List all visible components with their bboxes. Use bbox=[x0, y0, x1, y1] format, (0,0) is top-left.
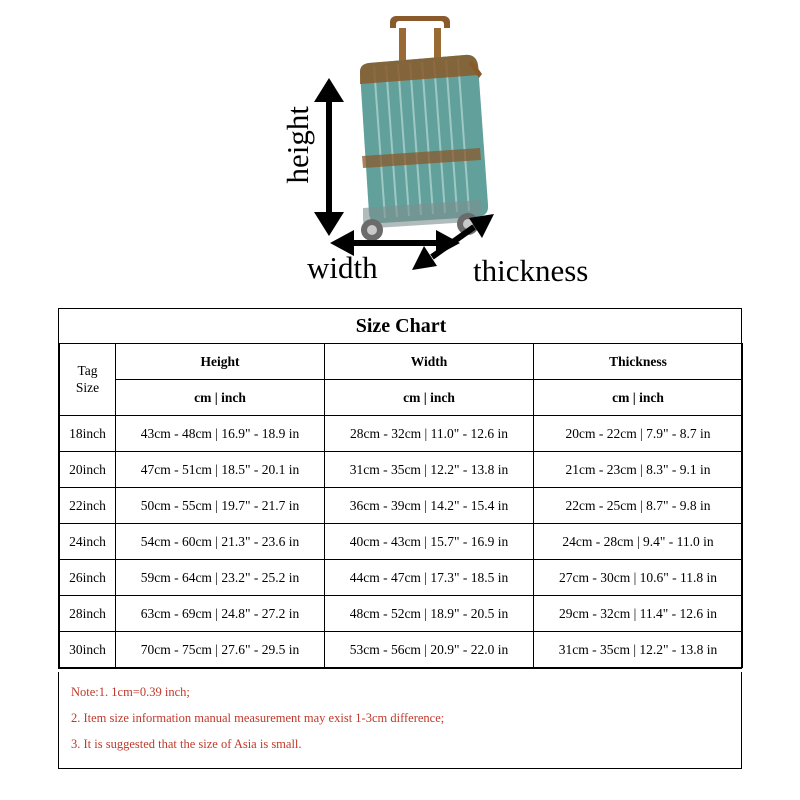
row-width: 48cm - 52cm | 18.9" - 20.5 in bbox=[325, 596, 534, 632]
note-item: 2. Item size information manual measurement may exist 1-3cm difference; bbox=[71, 711, 445, 725]
notes-section bbox=[58, 672, 742, 769]
row-thickness: 20cm - 22cm | 7.9" - 8.7 in bbox=[534, 416, 743, 452]
page-title: Size Chart bbox=[60, 309, 743, 344]
row-tag: 24inch bbox=[60, 524, 116, 560]
row-thickness: 29cm - 32cm | 11.4" - 12.6 in bbox=[534, 596, 743, 632]
unit-height: cm | inch bbox=[116, 380, 325, 416]
table-row bbox=[60, 416, 743, 452]
row-tag: 20inch bbox=[60, 452, 116, 488]
row-tag: 30inch bbox=[60, 632, 116, 668]
row-thickness: 31cm - 35cm | 12.2" - 13.8 in bbox=[534, 632, 743, 668]
size-label: Size bbox=[75, 379, 100, 395]
label-width: width bbox=[307, 250, 378, 285]
row-width: 31cm - 35cm | 12.2" - 13.8 in bbox=[325, 452, 534, 488]
row-height: 43cm - 48cm | 16.9" - 18.9 in bbox=[116, 416, 325, 452]
row-height: 47cm - 51cm | 18.5" - 20.1 in bbox=[116, 452, 325, 488]
row-width: 28cm - 32cm | 11.0" - 12.6 in bbox=[325, 416, 534, 452]
tag-size-header bbox=[60, 344, 116, 416]
tag-label: Tag bbox=[77, 363, 98, 379]
row-thickness: 21cm - 23cm | 8.3" - 9.1 in bbox=[534, 452, 743, 488]
row-tag: 26inch bbox=[60, 560, 116, 596]
table-unit-row bbox=[60, 380, 743, 416]
table-title-row bbox=[60, 309, 743, 344]
row-thickness: 22cm - 25cm | 8.7" - 9.8 in bbox=[534, 488, 743, 524]
row-width: 44cm - 47cm | 17.3" - 18.5 in bbox=[325, 560, 534, 596]
product-illustration bbox=[0, 0, 800, 300]
table-row bbox=[60, 560, 743, 596]
row-height: 59cm - 64cm | 23.2" - 25.2 in bbox=[116, 560, 325, 596]
note-item: 3. It is suggested that the size of Asia is small. bbox=[71, 737, 302, 751]
row-thickness: 24cm - 28cm | 9.4" - 11.0 in bbox=[534, 524, 743, 560]
row-thickness: 27cm - 30cm | 10.6" - 11.8 in bbox=[534, 560, 743, 596]
row-height: 50cm - 55cm | 19.7" - 21.7 in bbox=[116, 488, 325, 524]
row-width: 40cm - 43cm | 15.7" - 16.9 in bbox=[325, 524, 534, 560]
table-row bbox=[60, 632, 743, 668]
row-tag: 18inch bbox=[60, 416, 116, 452]
table-row bbox=[60, 596, 743, 632]
unit-thickness: cm | inch bbox=[534, 380, 743, 416]
table-row bbox=[60, 452, 743, 488]
height-dimension-arrow bbox=[312, 78, 346, 236]
row-tag: 22inch bbox=[60, 488, 116, 524]
unit-width: cm | inch bbox=[325, 380, 534, 416]
column-header-width: Width bbox=[325, 344, 534, 380]
row-height: 54cm - 60cm | 21.3" - 23.6 in bbox=[116, 524, 325, 560]
row-height: 63cm - 69cm | 24.8" - 27.2 in bbox=[116, 596, 325, 632]
suitcase-body bbox=[360, 55, 488, 228]
row-width: 36cm - 39cm | 14.2" - 15.4 in bbox=[325, 488, 534, 524]
size-chart-box bbox=[58, 308, 742, 669]
row-width: 53cm - 56cm | 20.9" - 22.0 in bbox=[325, 632, 534, 668]
label-height: height bbox=[280, 106, 315, 184]
label-thickness: thickness bbox=[473, 253, 589, 288]
row-tag: 28inch bbox=[60, 596, 116, 632]
column-header-height: Height bbox=[116, 344, 325, 380]
table-header-row bbox=[60, 344, 743, 380]
column-header-thickness: Thickness bbox=[534, 344, 743, 380]
table-row bbox=[60, 488, 743, 524]
size-chart-table bbox=[59, 309, 743, 668]
row-height: 70cm - 75cm | 27.6" - 29.5 in bbox=[116, 632, 325, 668]
table-row bbox=[60, 524, 743, 560]
note-item: Note:1. 1cm=0.39 inch; bbox=[71, 685, 190, 699]
